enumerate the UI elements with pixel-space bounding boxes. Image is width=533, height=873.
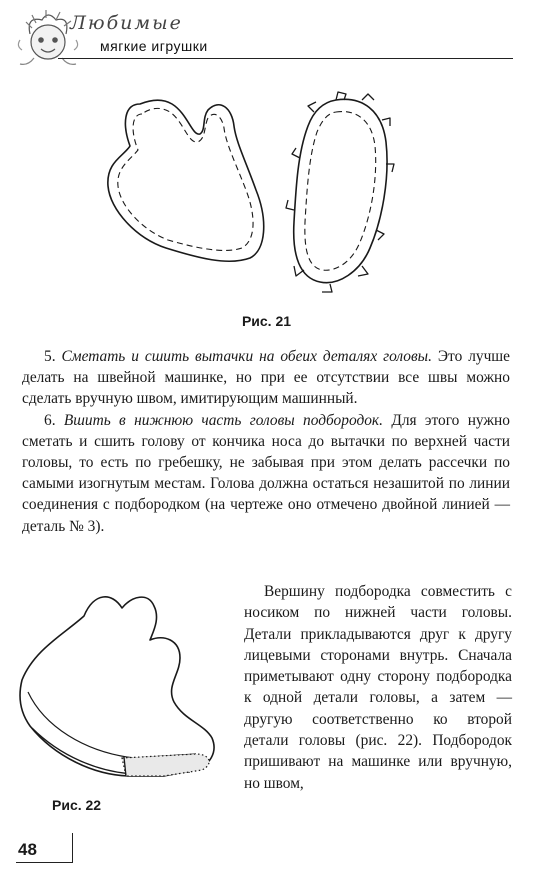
- figure-22-chin-attachment: [14, 586, 238, 786]
- step-5-number: 5.: [44, 348, 56, 365]
- head-outline: [20, 597, 214, 776]
- head-piece-outline: [108, 100, 264, 261]
- step-6-text: Для этого нужно сметать и сшить голову от кончика носа до вытачки по верхней части головы, то есть по гребешку, не забывая при этом делать рассечки по самыми изогнутым местам. Голова должна остаться незашитой по линии соединения с подбородком (на чертеже оно отмечено двойной линией — деталь № 3).: [22, 411, 510, 535]
- header-rule: [58, 58, 513, 59]
- paragraph-step-5: [22, 346, 510, 410]
- notch-marks: [286, 92, 394, 292]
- step-6-heading: Вшить в нижнюю часть головы подбородок.: [63, 411, 383, 429]
- chin-piece-dotted-fill: [122, 754, 209, 776]
- oval-piece-seam: [305, 112, 376, 271]
- head-piece-seam: [118, 108, 253, 250]
- step-5-text: Это лучше делать на швейной машинке, но при ее отсутствии все швы можно сделать вручную швом, имитирующим машинный.: [22, 348, 510, 408]
- step-5-heading: Сметать и сшить вытачки на обеих деталях головы.: [61, 348, 432, 365]
- figure-21-caption: Рис. 21: [241, 313, 292, 329]
- page-number: 48: [18, 840, 37, 859]
- footer-rule-horizontal: [16, 862, 73, 863]
- body-text: [22, 346, 510, 537]
- side-paragraph: Вершину подбородка совместить с носиком по нижней части головы. Детали прикладываются друг к другу лицевыми сторонами внутрь. Сначала приметывают одну сторону подбородка к одной детали головы, а затем — другую соответственно ко второй детали головы (рис. 22). Подбородок пришивают на машинке или вручную, но швом,: [244, 583, 512, 792]
- step-6-number: 6.: [44, 411, 56, 429]
- series-script-title: Любимые: [70, 12, 183, 34]
- book-running-title: мягкие игрушки: [100, 38, 208, 54]
- footer-rule-vertical: [72, 833, 73, 863]
- figure-22-caption: Рис. 22: [52, 797, 102, 813]
- side-column-text: [244, 581, 512, 794]
- paragraph-step-6: [22, 410, 510, 537]
- figure-21-pattern-pieces: [100, 90, 400, 300]
